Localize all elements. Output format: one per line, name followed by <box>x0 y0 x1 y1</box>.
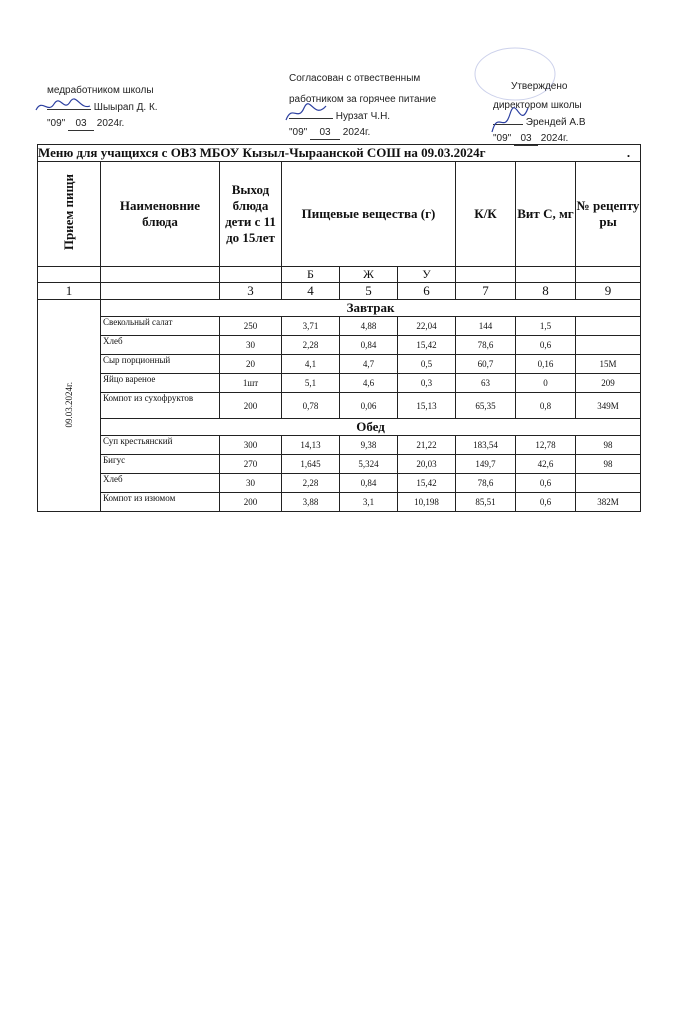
table-row <box>38 355 641 374</box>
cell-fat: 0,84 <box>340 336 398 355</box>
cell-vitc: 42,6 <box>516 455 576 474</box>
approval-catering-name: Нурзат Ч.Н. <box>335 111 391 122</box>
header-row <box>38 162 641 267</box>
cell-vitc: 0,6 <box>516 336 576 355</box>
cell-fat: 3,1 <box>340 493 398 512</box>
section-row-lunch <box>38 419 641 436</box>
cell-protein: 2,28 <box>282 336 340 355</box>
cell-dish: Компот из сухофруктов <box>101 393 220 419</box>
cell-protein: 2,28 <box>282 474 340 493</box>
menu-title-cell <box>38 145 641 162</box>
approval-director-name: Эрендей А.В <box>525 117 586 128</box>
cell-kcal: 65,35 <box>456 393 516 419</box>
signature-director-icon <box>486 104 532 138</box>
cell-fat: 0,84 <box>340 474 398 493</box>
table-row <box>38 474 641 493</box>
cell-portion: 1шт <box>220 374 282 393</box>
table-row <box>38 374 641 393</box>
section-title-lunch: Обед <box>101 419 641 436</box>
cell-dish: Хлеб <box>101 474 220 493</box>
cell-kcal: 144 <box>456 317 516 336</box>
approval-medical-date-year: 2024г. <box>96 118 125 129</box>
cell-portion: 30 <box>220 336 282 355</box>
approval-medical-date-day: "09" <box>47 118 66 129</box>
cell-vitc: 0 <box>516 374 576 393</box>
header-dish: Наименовние блюда <box>101 162 220 267</box>
cell-portion: 20 <box>220 355 282 374</box>
cell-portion: 30 <box>220 474 282 493</box>
table-row <box>38 493 641 512</box>
column-number: 7 <box>456 283 516 300</box>
cell-dish: Хлеб <box>101 336 220 355</box>
header-nutrients: Пищевые вещества (г) <box>282 162 456 267</box>
cell-kcal: 149,7 <box>456 455 516 474</box>
cell-vitc: 0,6 <box>516 474 576 493</box>
cell-kcal: 85,51 <box>456 493 516 512</box>
cell-dish: Суп крестьянский <box>101 436 220 455</box>
subheader-zh: Ж <box>340 267 398 283</box>
approval-catering-date-day: "09" <box>289 127 308 138</box>
cell-recipe: 349М <box>576 393 641 419</box>
table-row <box>38 436 641 455</box>
subheader-b: Б <box>282 267 340 283</box>
cell-kcal: 183,54 <box>456 436 516 455</box>
subheader-u: У <box>398 267 456 283</box>
table-row <box>38 455 641 474</box>
approval-medical-date-month: 03 <box>68 117 94 131</box>
approval-director-line1: Утверждено <box>511 81 568 92</box>
table-row <box>38 336 641 355</box>
table-row <box>38 317 641 336</box>
cell-vitc: 0,8 <box>516 393 576 419</box>
header-meal: Прием пищи <box>38 162 101 267</box>
signature-catering-icon <box>282 100 332 126</box>
cell-dish: Бигус <box>101 455 220 474</box>
cell-protein: 4,1 <box>282 355 340 374</box>
cell-kcal: 60,7 <box>456 355 516 374</box>
cell-portion: 200 <box>220 493 282 512</box>
column-number: 3 <box>220 283 282 300</box>
cell-protein: 1,645 <box>282 455 340 474</box>
cell-kcal: 78,6 <box>456 336 516 355</box>
approval-director-line2: директором школы <box>493 100 582 111</box>
cell-dish: Свекольный салат <box>101 317 220 336</box>
approval-catering-line2: работником за горячее питание <box>289 94 437 105</box>
approval-director-date-month: 03 <box>514 132 538 146</box>
cell-protein: 5,1 <box>282 374 340 393</box>
cell-fat: 4,7 <box>340 355 398 374</box>
column-number <box>101 283 220 300</box>
title-mark: . <box>626 145 631 160</box>
approval-medical-role: медработником школы <box>47 85 154 96</box>
stamp-icon <box>470 44 560 104</box>
cell-dish: Яйцо вареное <box>101 374 220 393</box>
header-recipe: № рецепту ры <box>576 162 641 267</box>
cell-fat: 4,6 <box>340 374 398 393</box>
column-number: 9 <box>576 283 641 300</box>
column-number: 8 <box>516 283 576 300</box>
cell-recipe <box>576 336 641 355</box>
approval-director-date-year: 2024г. <box>540 133 569 144</box>
cell-recipe: 209 <box>576 374 641 393</box>
cell-fat: 5,324 <box>340 455 398 474</box>
approval-director-date-day: "09" <box>493 133 512 144</box>
signature-medical-icon <box>34 96 94 118</box>
cell-dish: Компот из изюмом <box>101 493 220 512</box>
menu-title: Меню для учащихся с ОВЗ МБОУ Кызыл-Чыраанской СОШ на 09.03.2024г <box>38 145 486 160</box>
cell-protein: 0,78 <box>282 393 340 419</box>
cell-kcal: 63 <box>456 374 516 393</box>
subheader-row <box>38 267 641 283</box>
cell-protein: 3,88 <box>282 493 340 512</box>
cell-recipe <box>576 474 641 493</box>
cell-vitc: 0,6 <box>516 493 576 512</box>
cell-carbs: 20,03 <box>398 455 456 474</box>
approval-catering-date-month: 03 <box>310 126 340 140</box>
cell-carbs: 21,22 <box>398 436 456 455</box>
cell-carbs: 22,04 <box>398 317 456 336</box>
table-row <box>38 393 641 419</box>
cell-carbs: 15,42 <box>398 336 456 355</box>
cell-vitc: 1,5 <box>516 317 576 336</box>
cell-carbs: 15,13 <box>398 393 456 419</box>
cell-recipe: 15М <box>576 355 641 374</box>
cell-vitc: 12,78 <box>516 436 576 455</box>
cell-fat: 4,88 <box>340 317 398 336</box>
cell-portion: 270 <box>220 455 282 474</box>
cell-protein: 14,13 <box>282 436 340 455</box>
cell-fat: 9,38 <box>340 436 398 455</box>
approval-catering-line1: Согласован с отвественным <box>289 73 421 84</box>
cell-carbs: 10,198 <box>398 493 456 512</box>
cell-dish: Сыр порционный <box>101 355 220 374</box>
cell-recipe: 382М <box>576 493 641 512</box>
header-kcal: К/К <box>456 162 516 267</box>
menu-table <box>37 144 641 512</box>
header-vitc: Вит С, мг <box>516 162 576 267</box>
approval-catering-date-year: 2024г. <box>342 127 371 138</box>
cell-portion: 200 <box>220 393 282 419</box>
cell-recipe: 98 <box>576 455 641 474</box>
header-portion: Выход блюда дети с 11 до 15лет <box>220 162 282 267</box>
date-cell: 09.03.2024г. <box>38 300 101 512</box>
column-number: 1 <box>38 283 101 300</box>
cell-carbs: 0,5 <box>398 355 456 374</box>
column-number: 6 <box>398 283 456 300</box>
cell-kcal: 78,6 <box>456 474 516 493</box>
section-row-breakfast <box>38 300 641 317</box>
section-title-breakfast: Завтрак <box>101 300 641 317</box>
cell-portion: 300 <box>220 436 282 455</box>
column-number: 5 <box>340 283 398 300</box>
cell-recipe <box>576 317 641 336</box>
cell-protein: 3,71 <box>282 317 340 336</box>
cell-fat: 0,06 <box>340 393 398 419</box>
column-number-row <box>38 283 641 300</box>
approval-medical-name: Шыырап Д. К. <box>93 102 158 113</box>
cell-recipe: 98 <box>576 436 641 455</box>
cell-vitc: 0,16 <box>516 355 576 374</box>
column-number: 4 <box>282 283 340 300</box>
cell-carbs: 15,42 <box>398 474 456 493</box>
cell-carbs: 0,3 <box>398 374 456 393</box>
cell-portion: 250 <box>220 317 282 336</box>
